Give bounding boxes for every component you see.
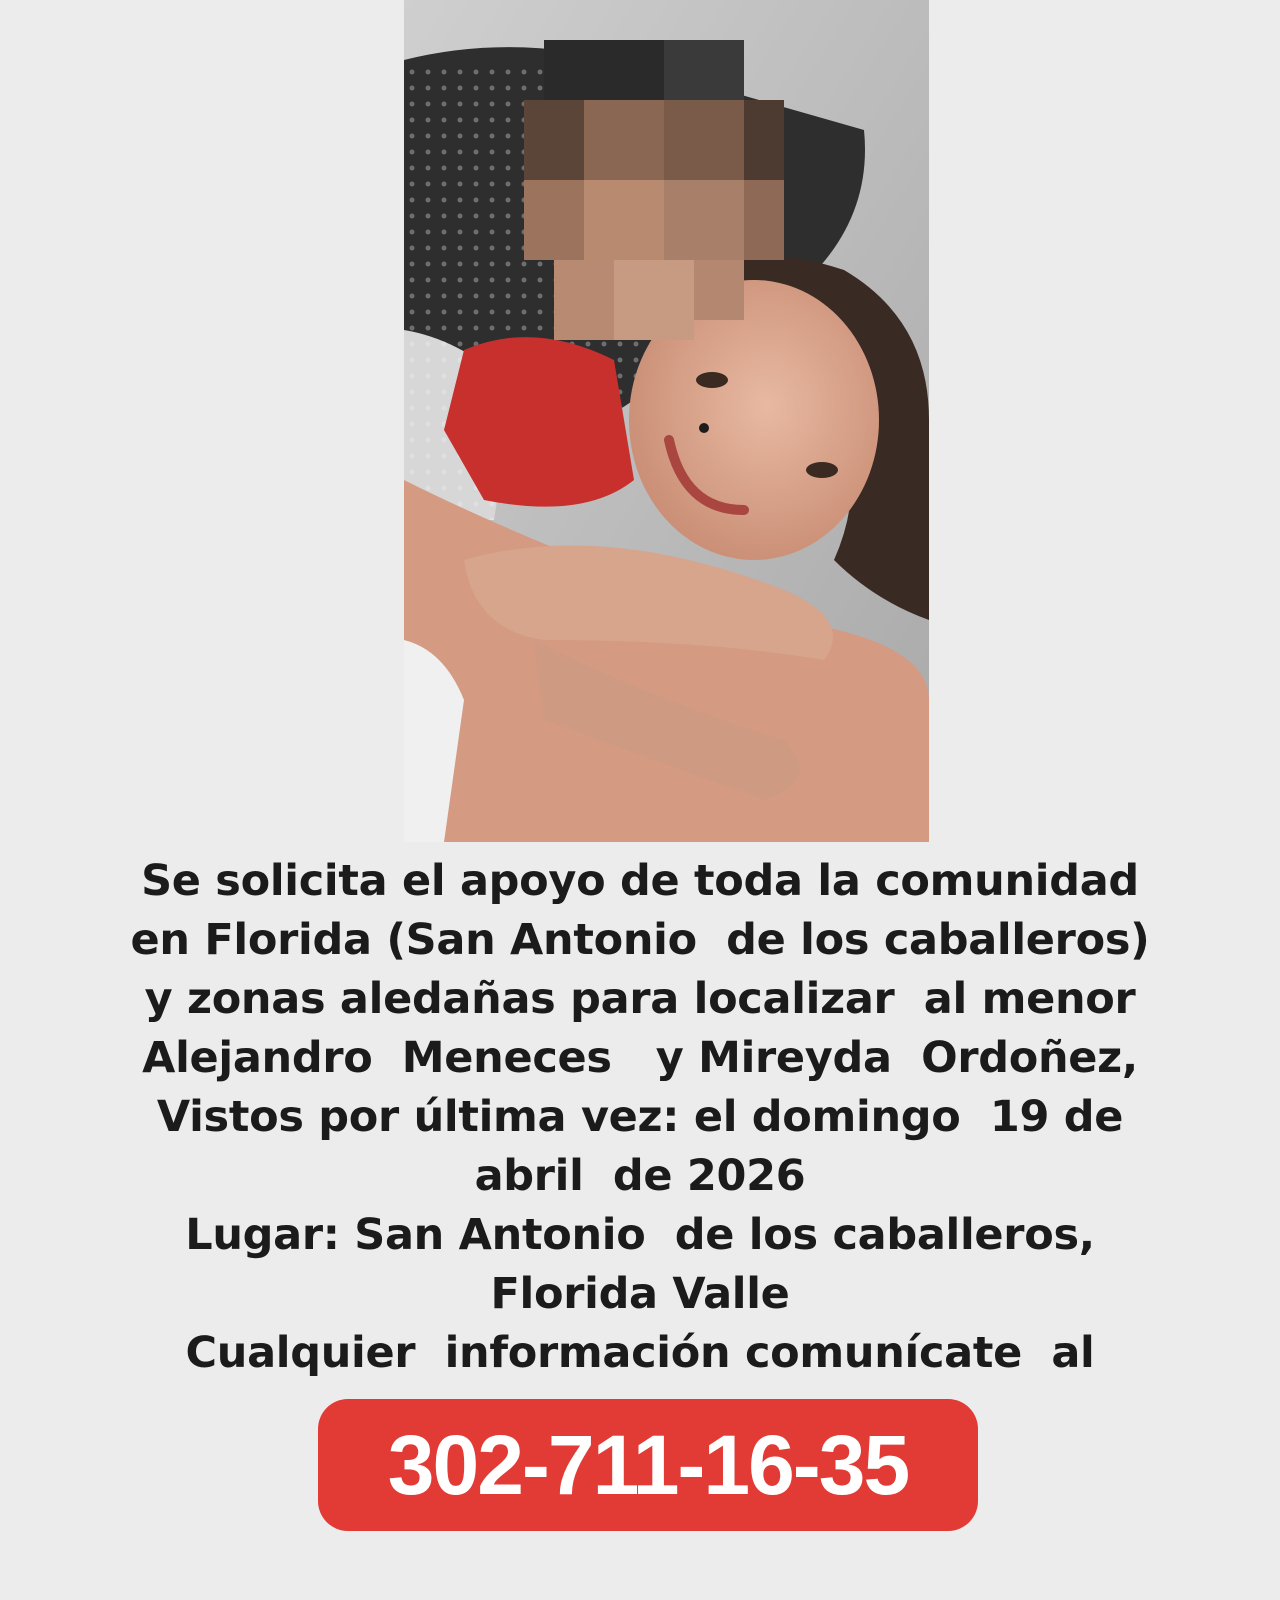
photo-illustration (404, 0, 929, 842)
missing-persons-photo (404, 0, 929, 842)
phone-number[interactable]: 302-711-16-35 (387, 1417, 909, 1512)
message-line-3: y zonas aledañas para localizar al menor (144, 974, 1136, 1024)
message-line-8: Florida Valle (490, 1269, 790, 1319)
message-line-4: Alejandro Meneces y Mireyda Ordoñez, (142, 1033, 1138, 1083)
phone-number-badge[interactable] (318, 1399, 978, 1531)
message-line-9: Cualquier información comunícate al (185, 1328, 1095, 1378)
missing-persons-message (120, 852, 1160, 1383)
message-line-6: abril de 2026 (474, 1151, 806, 1201)
message-line-7: Lugar: San Antonio de los caballeros, (185, 1210, 1095, 1260)
message-line-2: en Florida (San Antonio de los caballeros) (130, 915, 1150, 965)
message-line-5: Vistos por última vez: el domingo 19 de (156, 1092, 1124, 1142)
message-line-1: Se solicita el apoyo de toda la comunidad (141, 856, 1139, 906)
